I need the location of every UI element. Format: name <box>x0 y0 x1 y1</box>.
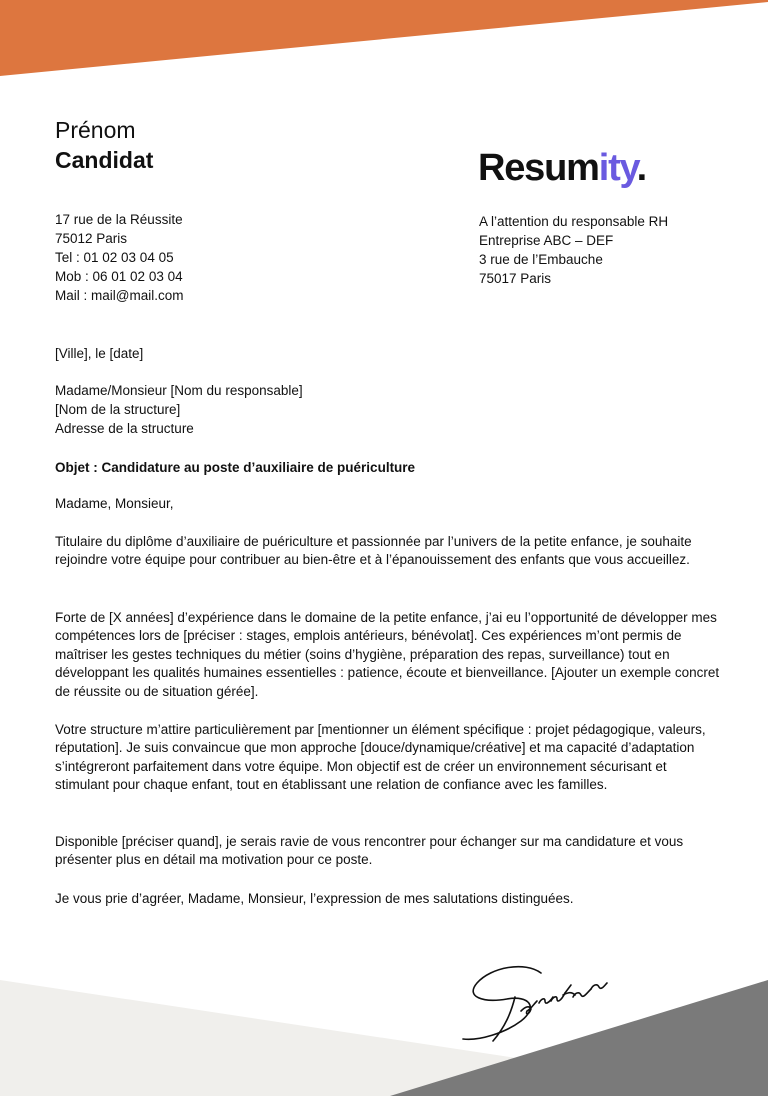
recipient-address <box>479 212 668 288</box>
recipient-line: Entreprise ABC – DEF <box>479 233 614 248</box>
paragraph: Disponible [préciser quand], je serais ravie de vous rencontrer pour échanger sur ma candidature et vous présenter plus en détail ma motivation pour ce poste. <box>55 834 684 868</box>
candidate-first-name: Prénom <box>55 117 136 143</box>
addressee-line: [Nom de la structure] <box>55 402 181 417</box>
paragraph: Forte de [X années] d’expérience dans le domaine de la petite enfance, j’ai eu l’opportunité de développer mes compétences lors de [préciser : stages, emplois antérieurs, bénévolat]. Ces expériences m’ont permis de maîtriser les gestes techniques du métier (soins d’hygiène, préparation des repas, surveillance) tout en développant les qualités humaines essentielles : patience, écoute et bienveillance. [Ajouter un exemple concret de réussite ou de situation gérée]. <box>55 610 720 699</box>
sender-line: Tel : 01 02 03 04 05 <box>55 250 174 265</box>
handwritten-signature <box>455 955 625 1055</box>
sender-line: Mob : 06 01 02 03 04 <box>55 269 183 284</box>
place-date: [Ville], le [date] <box>55 346 144 361</box>
addressee-line: Adresse de la structure <box>55 421 194 436</box>
sender-line: 17 rue de la Réussite <box>55 212 183 227</box>
addressee-line: Madame/Monsieur [Nom du responsable] <box>55 383 303 398</box>
letter-subject: Objet : Candidature au poste d’auxiliaire de puériculture <box>55 460 416 475</box>
paragraph: Titulaire du diplôme d’auxiliaire de puériculture et passionnée par l’univers de la petite enfance, je souhaite rejoindre votre équipe pour contribuer au bien-être et à l’épanouissement des enfants que vous accueillez. <box>55 534 692 568</box>
candidate-last-name: Candidat <box>55 147 154 173</box>
sender-address <box>55 210 183 305</box>
paragraph: Votre structure m’attire particulièrement par [mentionner un élément spécifique : projet pédagogique, valeurs, réputation]. Je suis convaincue que mon approche [douce/dynamique/créative] et ma capacité d’adaptation s’intégreront parfaitement dans votre équipe. Mon objectif est de créer un environnement sécurisant et stimulant pour chaque enfant, tout en établissant une relation de confiance avec les familles. <box>55 722 706 793</box>
addressee-block <box>55 381 303 438</box>
sender-line: 75012 Paris <box>55 231 128 246</box>
salutation: Madame, Monsieur, <box>55 496 174 511</box>
logo-part1: Resum <box>478 147 599 189</box>
logo-part2: ity <box>598 147 637 189</box>
recipient-line: A l’attention du responsable RH <box>479 214 669 229</box>
sender-line: Mail : mail@mail.com <box>55 288 184 303</box>
resumity-logo <box>478 146 646 190</box>
closing-paragraph: Je vous prie d’agréer, Madame, Monsieur, l’expression de mes salutations distinguées. <box>55 891 574 906</box>
recipient-line: 3 rue de l’Embauche <box>479 252 603 267</box>
recipient-line: 75017 Paris <box>479 271 552 286</box>
top-orange-band <box>0 0 768 76</box>
logo-part3: . <box>636 147 647 189</box>
